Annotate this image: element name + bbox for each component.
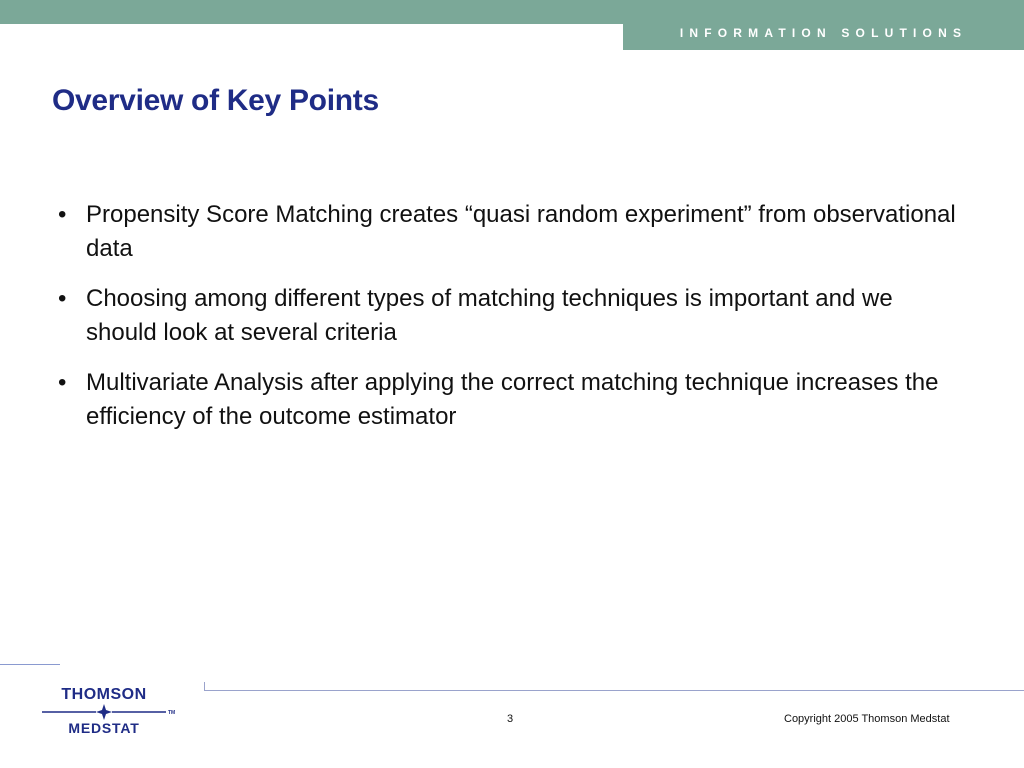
bullet-marker: • xyxy=(58,285,67,312)
bullet-marker: • xyxy=(58,369,67,396)
copyright-text: Copyright 2005 Thomson Medstat xyxy=(784,713,950,725)
footer-rule xyxy=(205,690,1024,691)
bullet-marker: • xyxy=(58,201,67,228)
logo-star-icon xyxy=(40,704,168,720)
bullet-text: Choosing among different types of matching techniques is important and we should look at several criteria xyxy=(86,285,893,346)
logo-text-medstat: MEDSTAT xyxy=(68,720,140,736)
bullet-text: Propensity Score Matching creates “quasi random experiment” from observational data xyxy=(86,201,956,262)
tagline-box xyxy=(623,24,1024,50)
page-number: 3 xyxy=(507,713,514,725)
bullet-item xyxy=(58,366,958,434)
footer-left-rule xyxy=(0,664,60,665)
bullet-item xyxy=(58,282,958,350)
slide-title: Overview of Key Points xyxy=(52,84,379,117)
bullet-text: Multivariate Analysis after applying the correct matching technique increases the efficiency of the outcome estimator xyxy=(86,369,939,430)
header-bar xyxy=(0,0,1024,24)
logo-text-thomson: THOMSON xyxy=(61,686,147,703)
logo-trademark: TM xyxy=(168,710,176,716)
tagline: INFORMATION SOLUTIONS xyxy=(679,26,968,40)
bullet-item xyxy=(58,198,958,266)
thomson-medstat-logo xyxy=(40,686,180,742)
bullet-list xyxy=(58,198,958,450)
